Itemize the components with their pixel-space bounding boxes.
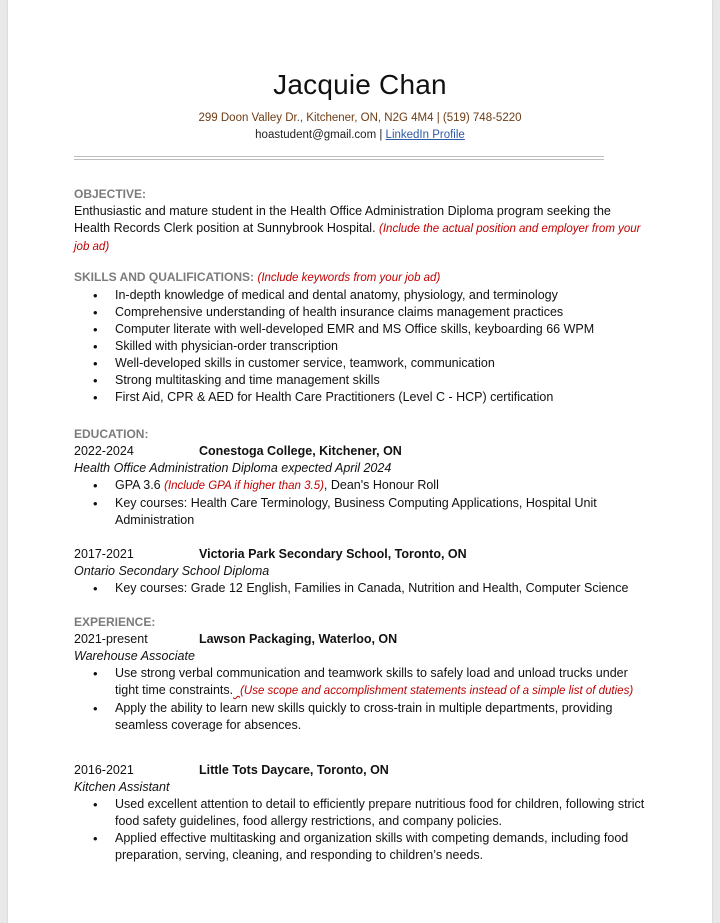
objective-note: (Include the actual position and employer from your job ad) [74,223,641,253]
header-divider [74,156,604,160]
skills-list [74,287,646,406]
experience-entry-header [74,631,646,648]
entry-title: Warehouse Associate [74,649,195,663]
education-entry-2 [74,546,646,597]
gpa-suffix: , Dean's Honour Roll [323,478,439,492]
entry-dates: 2016-2021 [74,763,134,777]
entry-organization: Lawson Packaging, Waterloo, ON [199,632,398,646]
entry-title: Health Office Administration Diploma expected April 2024 [74,461,392,475]
linkedin-link[interactable]: LinkedIn Profile [385,129,465,141]
education-bullets [74,477,646,529]
document-page [8,0,712,923]
entry-dates: 2022-2024 [74,444,134,458]
education-section [74,426,646,529]
education-entry-header [74,546,646,563]
education-bullets [74,580,646,597]
experience-entry-header [74,762,646,779]
entry-dates: 2017-2021 [74,547,134,561]
skills-note: (Include keywords from your job ad) [257,272,441,284]
skills-heading: SKILLS AND QUALIFICATIONS: [74,270,254,284]
list-item: • First Aid, CPR & AED for Health Care Practitioners (Level C - HCP) certification [115,389,646,406]
experience-section [74,614,646,734]
entry-organization: Conestoga College, Kitchener, ON [199,444,402,458]
address-line: 299 Doon Valley Dr., Kitchener, ON, N2G 4M4 | (519) 748-5220 [198,112,522,124]
list-item: • Apply the ability to learn new skills quickly to cross-train in multiple departments, providing seamless coverage for absences. [115,700,646,734]
entry-dates: 2021-present [74,632,148,646]
skills-heading-line [74,269,646,287]
list-item: • Skilled with physician-order transcription [115,338,646,355]
list-item: • Comprehensive understanding of health insurance claims management practices [115,304,646,321]
list-item: • Key courses: Health Care Terminology, Business Computing Applications, Hospital Unit Administration [115,495,646,529]
list-item [115,665,646,700]
candidate-name: Jacquie Chan [273,69,447,100]
experience-bullets [74,665,646,734]
objective-text [74,203,646,256]
list-item: • In-depth knowledge of medical and dental anatomy, physiology, and terminology [115,287,646,304]
list-item: • Used excellent attention to detail to efficiently prepare nutritious food for children, following strict food safety guidelines, food allergy restrictions, and company policies. [115,796,646,830]
entry-title: Ontario Secondary School Diploma [74,564,270,578]
objective-section [74,186,646,256]
email-text: hoastudent@gmail.com [255,129,377,141]
gpa-note: (Include GPA if higher than 3.5) [164,480,324,492]
bullet-note: (Use scope and accomplishment statements instead of a simple list of duties) [240,685,634,697]
objective-heading: OBJECTIVE: [74,187,147,201]
list-item: • Well-developed skills in customer service, teamwork, communication [115,355,646,372]
experience-heading: EXPERIENCE: [74,615,156,629]
contact-separator: | [376,129,386,141]
list-item: • Strong multitasking and time management skills [115,372,646,389]
entry-organization: Little Tots Daycare, Toronto, ON [199,763,389,777]
experience-bullets [74,796,646,864]
contact-line [74,127,646,144]
list-item: • Computer literate with well-developed EMR and MS Office skills, keyboarding 66 WPM [115,321,646,338]
education-heading: EDUCATION: [74,427,149,441]
bullet-text: Use strong verbal communication and teamwork skills to safely load and unload trucks under tight time constraints. [115,666,628,697]
list-item: • Key courses: Grade 12 English, Families in Canada, Nutrition and Health, Computer Science [115,580,646,597]
objective-body: Enthusiastic and mature student in the Health Office Administration Diploma program seeking the Health Records Clerk position at Sunnybrook Hospital. [74,204,611,235]
list-item [115,477,646,495]
list-item: • Applied effective multitasking and organization skills with competing demands, including food preparation, serving, cleaning, and responding to children’s needs. [115,830,646,864]
gpa-text: GPA 3.6 [115,478,165,492]
skills-section [74,269,646,406]
experience-entry-2 [74,762,646,864]
education-entry-header [74,443,646,460]
entry-organization: Victoria Park Secondary School, Toronto, ON [199,547,467,561]
entry-title: Kitchen Assistant [74,780,170,794]
